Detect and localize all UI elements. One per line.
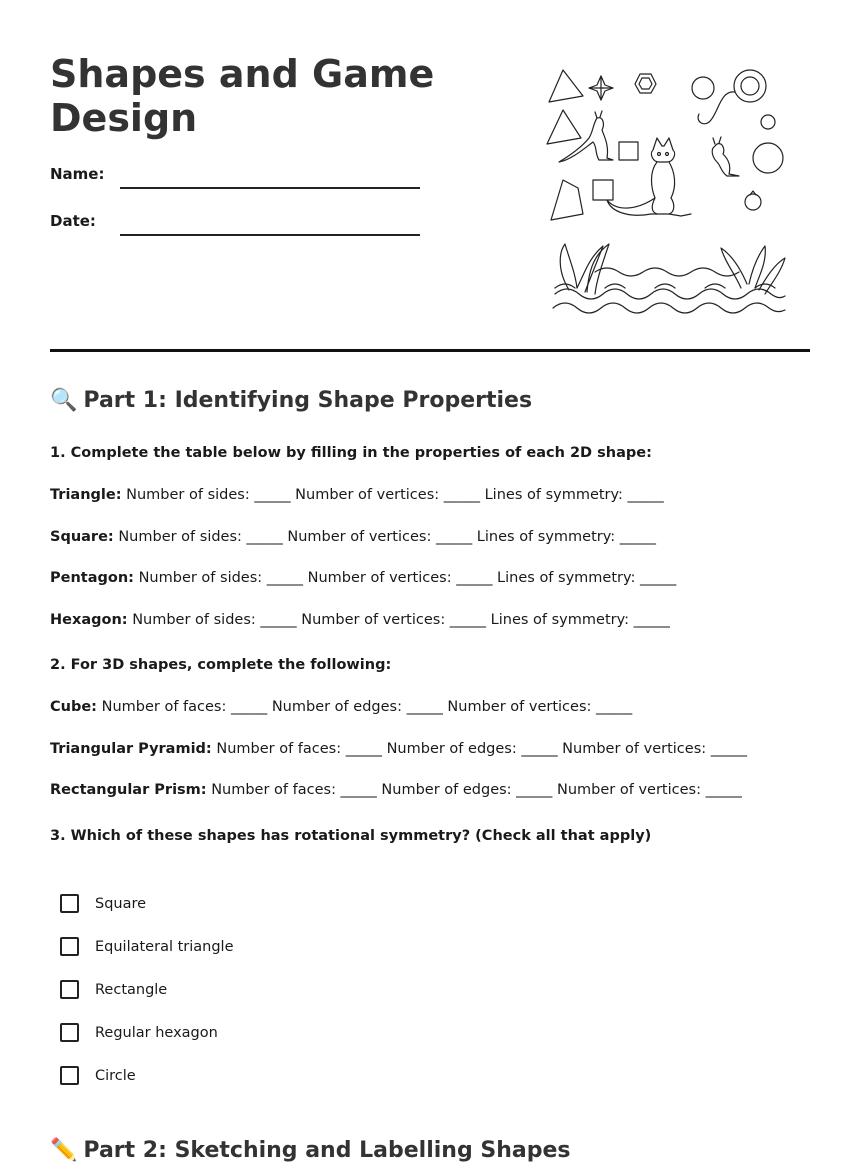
shape2d-row: [50, 487, 664, 503]
option-label: Circle: [95, 1067, 136, 1084]
question-2: 2. For 3D shapes, complete the following:: [50, 657, 392, 673]
checkbox[interactable]: [60, 1066, 79, 1085]
shapes-kangaroo-illustration: [545, 62, 790, 317]
checkbox[interactable]: [60, 1023, 79, 1042]
shape-name: Square:: [50, 529, 114, 545]
part1-heading: [50, 388, 532, 413]
part1-heading-text: Part 1: Identifying Shape Properties: [83, 388, 533, 413]
option-square[interactable]: [60, 894, 146, 913]
magnifier-icon: 🔍: [50, 388, 78, 413]
shape-name: Rectangular Prism:: [50, 782, 207, 798]
option-label: Rectangle: [95, 981, 168, 998]
option-equilateral-triangle[interactable]: [60, 937, 234, 956]
shape-prompts: Number of faces: _____ Number of edges: _____ Number of vertices: _____: [216, 741, 747, 757]
shape-prompts: Number of sides: _____ Number of vertices: _____ Lines of symmetry: _____: [126, 487, 664, 503]
option-regular-hexagon[interactable]: [60, 1023, 218, 1042]
checkbox[interactable]: [60, 980, 79, 999]
shape2d-row: [50, 570, 676, 586]
pencil-icon: ✏️: [50, 1138, 78, 1163]
checkbox[interactable]: [60, 937, 79, 956]
question-3: 3. Which of these shapes has rotational symmetry? (Check all that apply): [50, 828, 652, 844]
option-label: Regular hexagon: [95, 1024, 218, 1041]
shape-name: Cube:: [50, 699, 97, 715]
worksheet-title: Shapes and Game Design: [50, 52, 435, 140]
shape3d-row: [50, 782, 742, 798]
option-circle[interactable]: [60, 1066, 136, 1085]
shape3d-row: [50, 741, 747, 757]
shape2d-row: [50, 529, 656, 545]
header-divider: [50, 349, 810, 352]
name-field[interactable]: [120, 187, 420, 189]
name-label: Name:: [50, 165, 105, 183]
option-label: Square: [95, 895, 147, 912]
part2-heading: [50, 1138, 570, 1163]
shape-prompts: Number of faces: _____ Number of edges: _____ Number of vertices: _____: [101, 699, 633, 715]
question-1: 1. Complete the table below by filling in the properties of each 2D shape:: [50, 445, 652, 461]
shape3d-row: [50, 699, 632, 715]
date-field[interactable]: [120, 234, 420, 236]
shape-name: Triangle:: [50, 487, 122, 503]
shape-prompts: Number of sides: _____ Number of vertices: _____ Lines of symmetry: _____: [138, 570, 677, 586]
shape-prompts: Number of faces: _____ Number of edges: _____ Number of vertices: _____: [211, 782, 742, 798]
shape-name: Triangular Pyramid:: [50, 741, 212, 757]
shape2d-row: [50, 612, 670, 628]
checkbox[interactable]: [60, 894, 79, 913]
part2-heading-text: Part 2: Sketching and Labelling Shapes: [83, 1138, 571, 1163]
shape-name: Hexagon:: [50, 612, 128, 628]
shape-prompts: Number of sides: _____ Number of vertices: _____ Lines of symmetry: _____: [132, 612, 670, 628]
option-label: Equilateral triangle: [95, 938, 234, 955]
shape-name: Pentagon:: [50, 570, 134, 586]
date-label: Date:: [50, 212, 96, 230]
option-rectangle[interactable]: [60, 980, 167, 999]
shape-prompts: Number of sides: _____ Number of vertices: _____ Lines of symmetry: _____: [118, 529, 656, 545]
